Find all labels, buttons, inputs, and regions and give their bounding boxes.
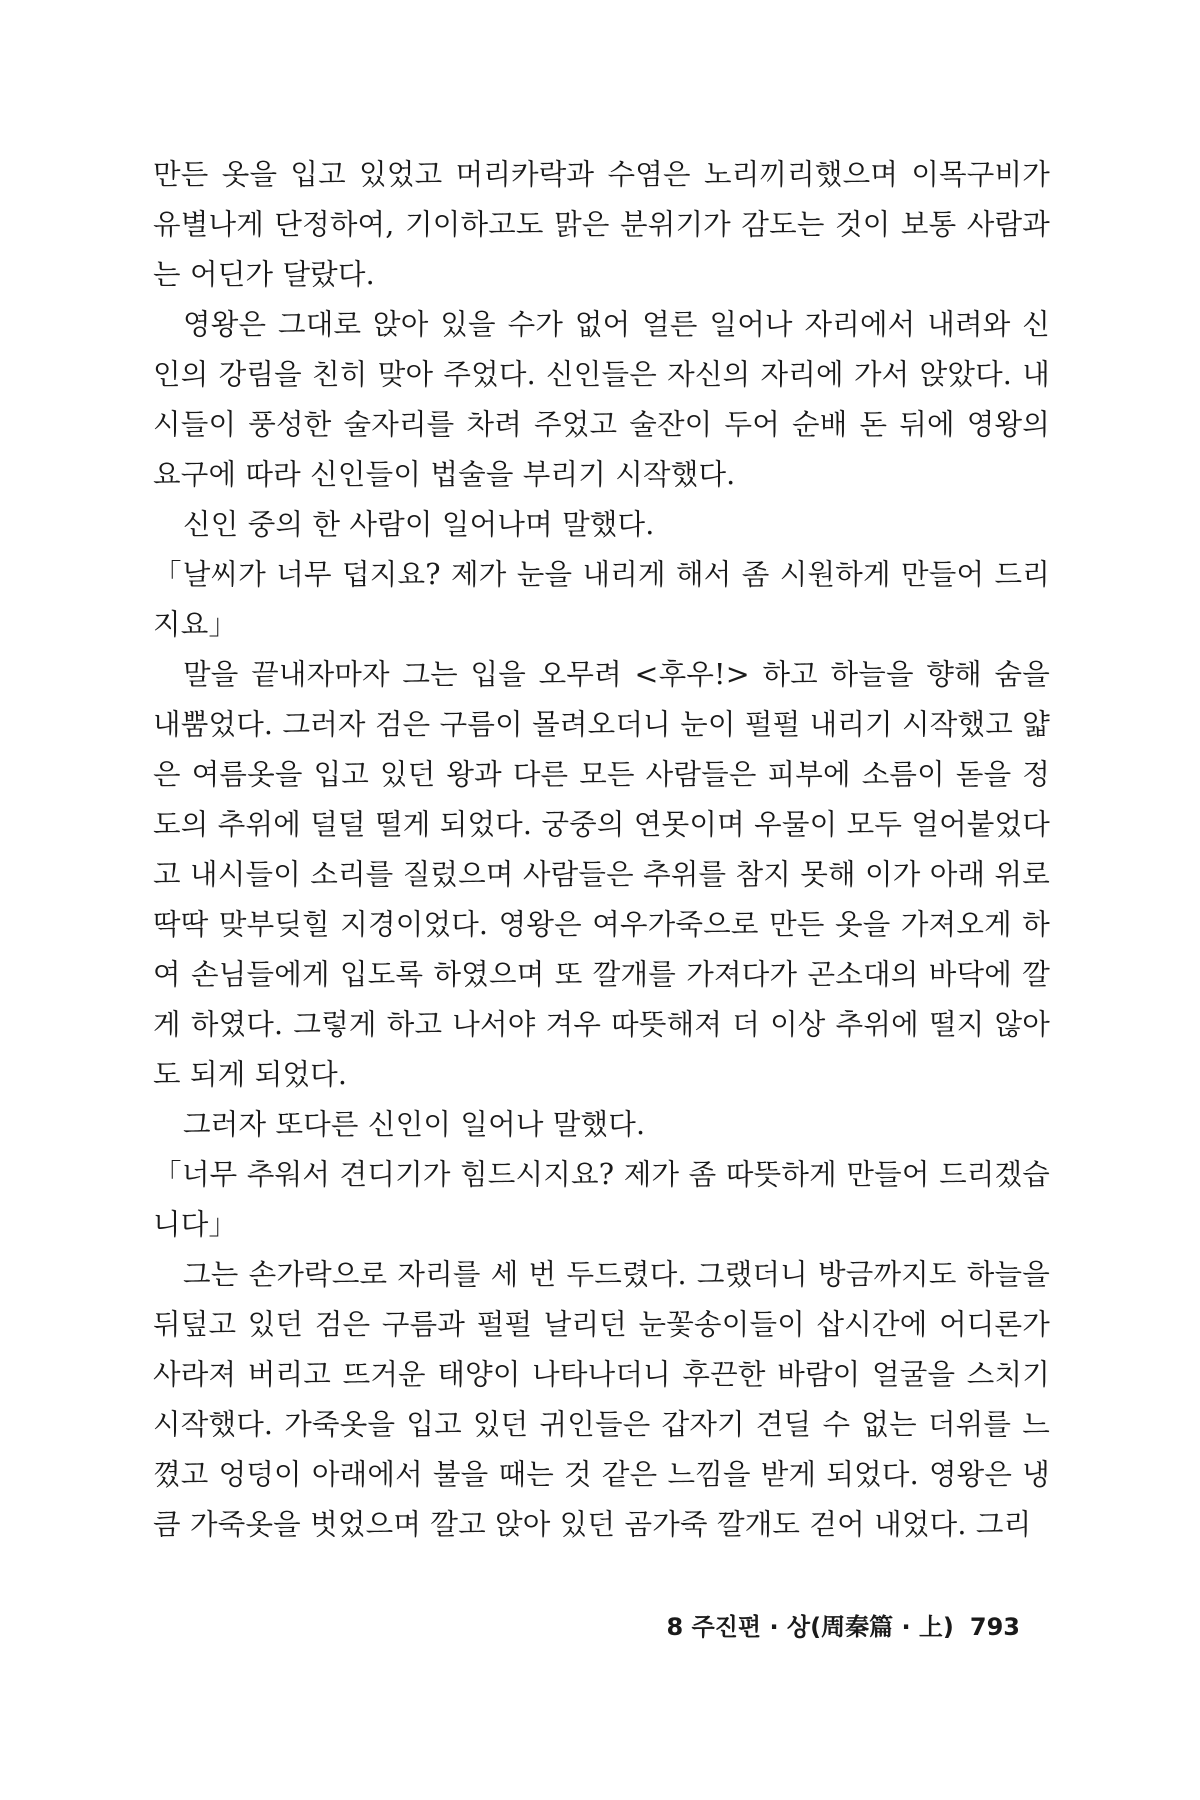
page-footer [667,1607,1021,1642]
page-body [153,150,1050,1550]
paragraph: 말을 끝내자마자 그는 입을 오무려 <후우!> 하고 하늘을 향해 숨을 내뿜었다. 그러자 검은 구름이 몰려오더니 눈이 펄펄 내리기 시작했고 얇은 여름옷을 입고 있던 왕과 다른 모든 사람들은 피부에 소름이 돋을 정도의 추위에 덜덜 떨게 되었다. 궁중의 연못이며 우물이 모두 얼어붙었다고 내시들이 소리를 질렀으며 사람들은 추위를 참지 못해 이가 아래 위로 딱딱 맞부딪힐 지경이었다. 영왕은 여우가죽으로 만든 옷을 가져오게 하여 손님들에게 입도록 하였으며 또 깔개를 가져다가 곤소대의 바닥에 깔게 하였다. 그렇게 하고 나서야 겨우 따뜻해져 더 이상 추위에 떨지 않아도 되게 되었다. [153,658,1050,1091]
page-number: 793 [969,1613,1020,1641]
paragraph-continued: 만든 옷을 입고 있었고 머리카락과 수염은 노리끼리했으며 이목구비가 유별나게 단정하여, 기이하고도 맑은 분위기가 감도는 것이 보통 사람과는 어딘가 달랐다. [153,158,1050,291]
dialogue-paragraph: 「너무 추워서 견디기가 힘드시지요? 제가 좀 따뜻하게 만들어 드리겠습니다」 [153,1158,1050,1241]
paragraph: 신인 중의 한 사람이 일어나며 말했다. [183,508,655,541]
paragraph: 그러자 또다른 신인이 일어나 말했다. [183,1108,646,1141]
chapter-title: 8 주진편 · 상(周秦篇 · 上) [666,1613,954,1641]
paragraph: 그는 손가락으로 자리를 세 번 두드렸다. 그랬더니 방금까지도 하늘을 뒤덮고 있던 검은 구름과 펄펄 날리던 눈꽃송이들이 삽시간에 어디론가 사라져 버리고 뜨거운 태양이 나타나더니 후끈한 바람이 얼굴을 스치기 시작했다. 가죽옷을 입고 있던 귀인들은 갑자기 견딜 수 없는 더위를 느꼈고 엉덩이 아래에서 불을 때는 것 같은 느낌을 받게 되었다. 영왕은 냉큼 가죽옷을 벗었으며 깔고 앉아 있던 곰가죽 깔개도 걷어 내었다. 그리 [153,1258,1050,1541]
dialogue-paragraph: 「날씨가 너무 덥지요? 제가 눈을 내리게 해서 좀 시원하게 만들어 드리지요」 [153,558,1050,641]
paragraph: 영왕은 그대로 앉아 있을 수가 없어 얼른 일어나 자리에서 내려와 신인의 강림을 친히 맞아 주었다. 신인들은 자신의 자리에 가서 앉았다. 내시들이 풍성한 술자리를 차려 주었고 술잔이 두어 순배 돈 뒤에 영왕의 요구에 따라 신인들이 법술을 부리기 시작했다. [153,308,1050,491]
